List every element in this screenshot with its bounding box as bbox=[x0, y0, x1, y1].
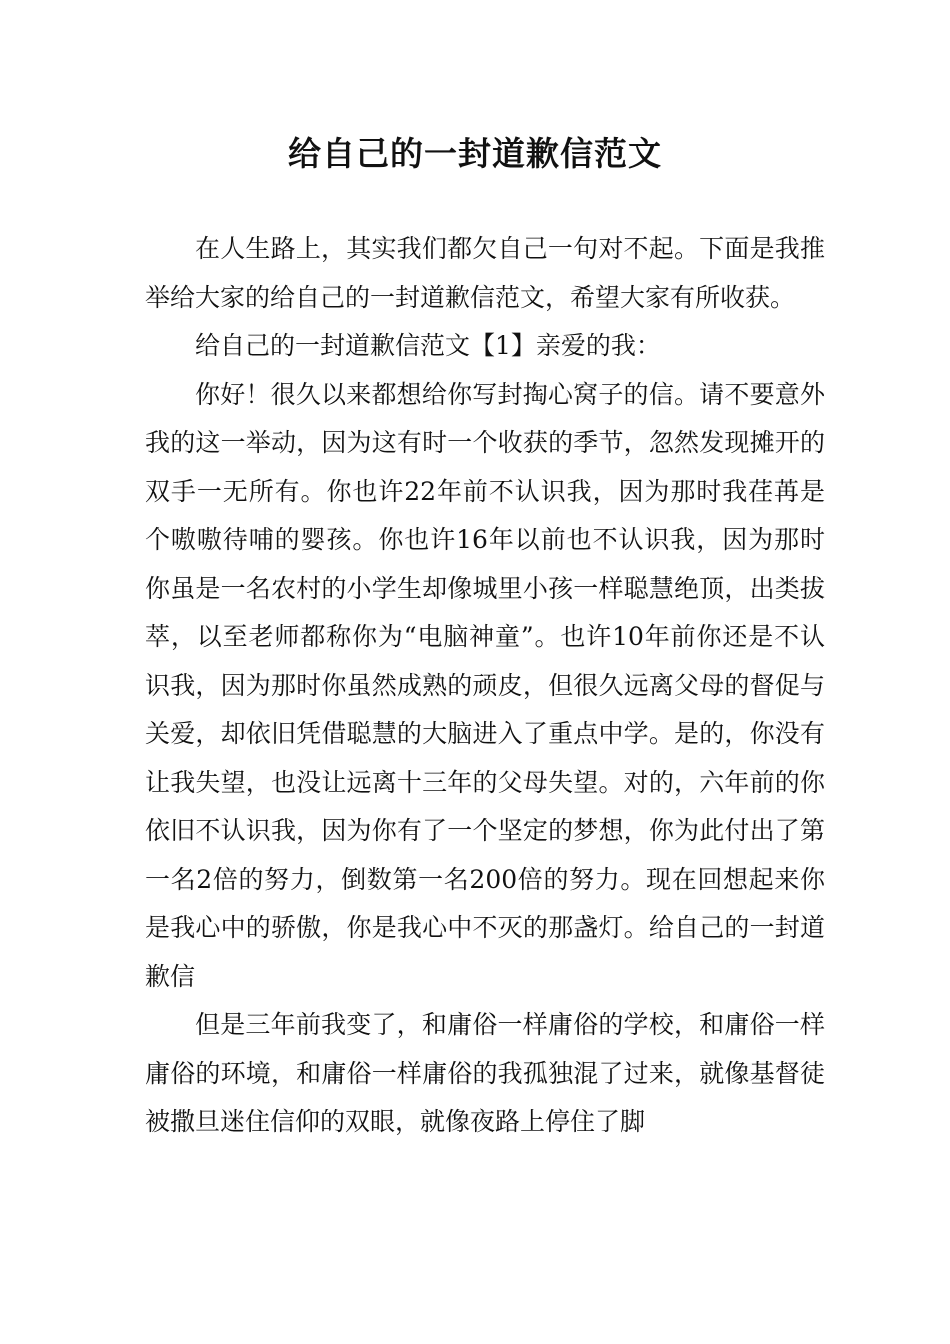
paragraph-letter-heading: 给自己的一封道歉信范文【1】亲爱的我： bbox=[195, 331, 661, 360]
document-body bbox=[145, 225, 825, 1147]
paragraph-letter-continued: 但是三年前我变了，和庸俗一样庸俗的学校，和庸俗一样庸俗的环境，和庸俗一样庸俗的我孤独混了过来，就像基督徒被撒旦迷住信仰的双眼，就像夜路上停住了脚 bbox=[145, 1010, 825, 1136]
document-title: 给自己的一封道歉信范文 bbox=[288, 134, 662, 173]
paragraph-intro: 在人生路上，其实我们都欠自己一句对不起。下面是我推举给大家的给自己的一封道歉信范文，希望大家有所收获。 bbox=[145, 234, 825, 312]
paragraph-letter-body: 你好！很久以来都想给你写封掏心窝子的信。请不要意外我的这一举动，因为这有时一个收获的季节，忽然发现摊开的双手一无所有。你也许22年前不认识我，因为那时我荏苒是个嗷嗷待哺的婴孩。你也许16年以前也不认识我，因为那时你虽是一名农村的小学生却像城里小孩一样聪慧绝顶，出类拔萃，以至老师都称你为“电脑神童”。也许10年前你还是不认识我，因为那时你虽然成熟的顽皮，但很久远离父母的督促与关爱，却依旧凭借聪慧的大脑进入了重点中学。是的，你没有让我失望，也没让远离十三年的父母失望。对的，六年前的你依旧不认识我，因为你有了一个坚定的梦想，你为此付出了第一名2倍的努力，倒数第一名200倍的努力。现在回想起来你是我心中的骄傲，你是我心中不灭的那盏灯。给自己的一封道歉信 bbox=[145, 379, 825, 991]
